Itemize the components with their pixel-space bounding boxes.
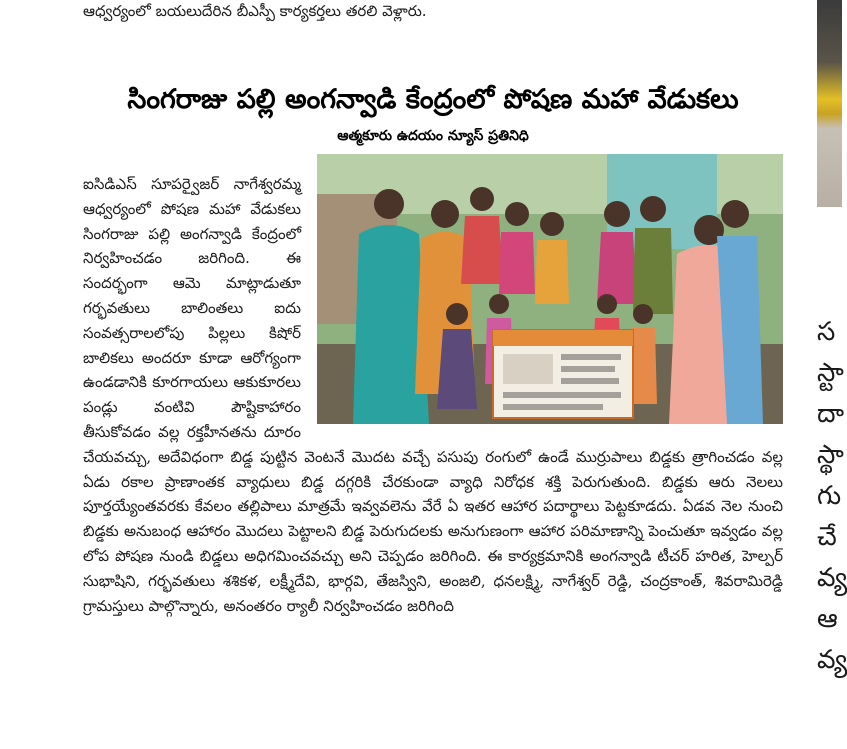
article-body-text: ఐసిడిఎస్ సూపర్వైజర్ నాగేశ్వరమ్మ ఆధ్వర్యంలో పోషణ మహా వేడుకలు సింగరాజు పల్లి అంగన్వాడి కేంద్రంలో నిర్వహించడం జరిగింది. ఈ సందర్భంగా ఆమె మాట్లాడుతూ గర్భవతులు బాలింతలు ఐదు సంవత్సరాలలోపు పిల్లలు కిషోర్ బాలికలు అందరూ కూడా ఆరోగ్యంగా ఉండడానికి కూరగాయలు ఆకుకూరలు పండ్లు వంటివి పౌష్టికాహారం తీసుకోవడం వల్ల రక్తహీనతను దూరం చేయవచ్చు, అదేవిధంగా బిడ్డ పుట్టిన వెంటనే మొదట వచ్చే పసుపు రంగులో ఉండే ముర్రుపాలు బిడ్డకు త్రాగించడం వల్ల ఏడు రకాల ప్రాణాంతక వ్యాధులు బిడ్డ దగ్గరికి చేరకుండా వ్యాధి నిరోధక శక్తి పెరుగుతుంది. బిడ్డకు ఆరు నెలలు పూర్తయ్యేంతవరకు కేవలం తల్లిపాలు మాత్రమే ఇవ్వవలెను వేరే ఏ ఇతర ఆహార పదార్థాలు పెట్టకూడదు. ఏడవ నెల నుంచి బిడ్డకు అనుబంధ ఆహారం మొదలు పెట్టాలని బిడ్డ పెరుగుదలకు అనుగుణంగా ఆహార పరిమాణాన్ని పెంచుతూ ఇవ్వడం వల్ల లోప పోషణ నుండి బిడ్డలు అధిగమించవచ్చు అని చెప్పడం జరిగింది. ఈ కార్యక్రమానికి అంగన్వాడి టీచర్ హరిత, హెల్పర్ సుభాషిని, గర్భవతులు శశికళ, లక్ష్మీదేవి, భార్గవి, తేజస్విని, అంజలి, ధనలక్ష్మి, నాగేశ్వర్ రెడ్డి, చంద్రకాంత్, శివరామిరెడ్డి గ్రామస్తులు పాల్గొన్నారు, అనంతరం ర్యాలీ నిర్వహించడం జరిగింది <box>83 175 783 615</box>
adjacent-column-photo <box>817 0 842 207</box>
adjacent-column <box>817 0 847 749</box>
article-headline: సింగరాజు పల్లి అంగన్వాడి కేంద్రంలో పోషణ మహా వేడుకలు <box>127 84 739 115</box>
adjacent-column-line: గు <box>817 481 842 511</box>
adjacent-column-text <box>817 312 847 681</box>
article-byline: ఆత్మకూరు ఉదయం న్యూస్ ప్రతినిధి <box>337 128 529 144</box>
adjacent-column-line: చే <box>817 522 837 552</box>
adjacent-column-line: ఆ <box>817 604 838 634</box>
previous-article-last-line: ఆధ్వర్యంలో బయలుదేరిన బీఎస్పీ కార్యకర్తలు తరలి వెళ్లారు. <box>83 2 427 20</box>
adjacent-column-line: వ్య <box>817 645 847 675</box>
adjacent-column-line: దా <box>817 399 845 429</box>
adjacent-column-line: స్టా <box>817 358 844 388</box>
article-photo <box>317 154 783 424</box>
adjacent-column-line: స <box>817 317 836 347</box>
adjacent-column-line: స్థా <box>817 440 844 470</box>
article-body <box>83 172 783 618</box>
adjacent-column-line: వ్య <box>817 563 847 593</box>
article-photo-illustration <box>317 154 783 424</box>
